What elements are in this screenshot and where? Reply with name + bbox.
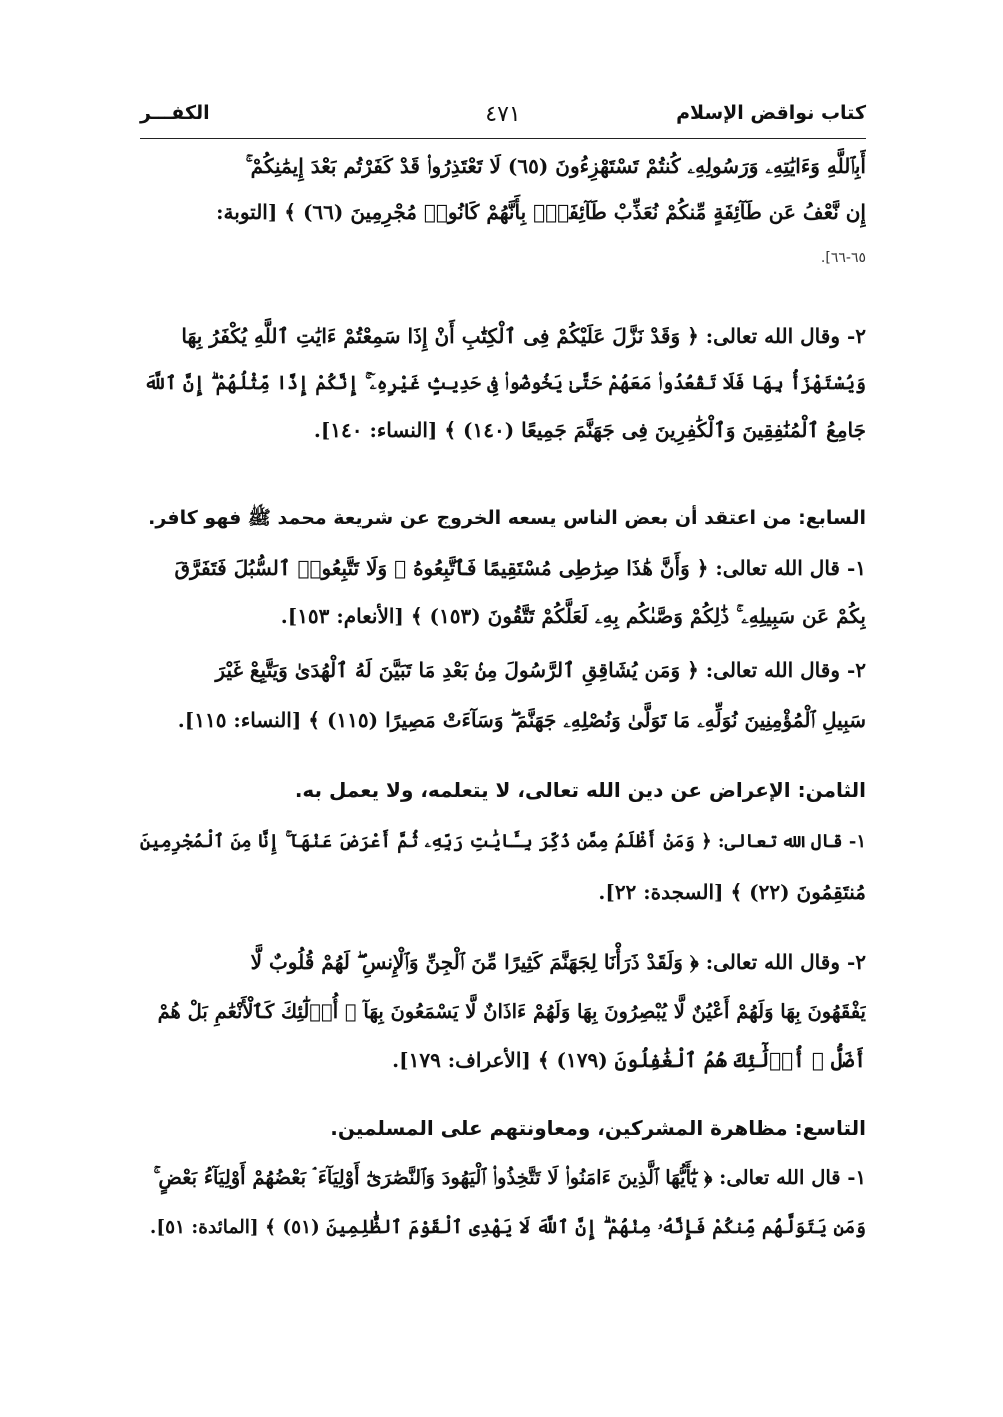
page-header: [140, 98, 866, 139]
section-heading: الثامن: الإعراض عن دين الله تعالى، لا يتعلمه، ولا يعمل به.: [294, 778, 866, 802]
text-line: بِكُمْ عَن سَبِيلِهِۦ ۚ ذَٰلِكُمْ وَصَّىٰكُم بِهِۦ لَعَلَّكُمْ تَتَّقُونَ (١٥٣) ﴾ [الأنعام: ١٥٣].: [280, 604, 866, 628]
section-heading: السابع: من اعتقد أن بعض الناس يسعه الخروج عن شريعة محمد ﷺ فهو كافر.: [148, 507, 866, 529]
text-line: مُنتَقِمُونَ (٢٢) ﴾ [السجدة: ٢٢].: [598, 880, 866, 904]
text-line: ١- قال الله تعالى: ﴿ وَمَنْ أَظْلَمُ مِمَّن ذُكِّرَ بِـَٔايَٰتِ رَبِّهِۦ ثُمَّ أَعْرَضَ عَنْهَآ ۚ إِنَّا مِنَ ٱلْمُجْرِمِينَ: [140, 831, 866, 852]
chapter-title: الكفـــر: [140, 102, 210, 124]
text-line: ١- قال الله تعالى: ﴿ وَأَنَّ هَٰذَا صِرَٰطِى مُسْتَقِيمًا فَٱتَّبِعُوهُ ۖ وَلَا تَتَّبِعُوا۟ ٱلسُّبُلَ فَتَفَرَّقَ: [174, 556, 866, 580]
text-line: ٢- وقال الله تعالى: ﴿ وَقَدْ نَزَّلَ عَلَيْكُمْ فِى ٱلْكِتَٰبِ أَنْ إِذَا سَمِعْتُمْ ءَايَٰتِ ٱللَّهِ يُكْفَرُ بِهَا: [181, 324, 866, 348]
page-number: ٤٧١: [485, 102, 521, 127]
text-line: ٢- وقال الله تعالى: ﴿ وَمَن يُشَاقِقِ ٱلرَّسُولَ مِنۢ بَعْدِ مَا تَبَيَّنَ لَهُ ٱلْهُدَىٰ وَيَتَّبِعْ غَيْرَ: [215, 658, 866, 682]
book-title: كتاب نواقض الإسلام: [676, 102, 866, 124]
text-line: أَبِٱللَّهِ وَءَايَٰتِهِۦ وَرَسُولِهِۦ كُنتُمْ تَسْتَهْزِءُونَ (٦٥) لَا تَعْتَذِرُوا۟ قَدْ كَفَرْتُم بَعْدَ إِيمَٰنِكُمْ ۚ: [245, 154, 866, 178]
text-line: يَفْقَهُونَ بِهَا وَلَهُمْ أَعْيُنٌ لَّا يُبْصِرُونَ بِهَا وَلَهُمْ ءَاذَانٌ لَّا يَسْمَعُونَ بِهَآ ۚ أُو۟لَٰٓئِكَ كَٱلْأَنْعَٰمِ بَلْ هُمْ: [157, 1000, 866, 1023]
text-line: وَيُسْتَهْزَأُ بِهَا فَلَا تَقْعُدُوا۟ مَعَهُمْ حَتَّىٰ يَخُوضُوا۟ فِى حَدِيثٍ غَيْرِهِۦٓ ۚ إِنَّكُمْ إِذًا مِّثْلُهُمْ ۗ إِنَّ ٱللَّهَ: [144, 373, 866, 394]
text-line: جَامِعُ ٱلْمُنَٰفِقِينَ وَٱلْكَٰفِرِينَ فِى جَهَنَّمَ جَمِيعًا (١٤٠) ﴾ [النساء: ١٤٠].: [313, 418, 866, 442]
section-heading: التاسع: مظاهرة المشركين، ومعاونتهم على المسلمين.: [330, 1116, 866, 1140]
text-line: ٢- وقال الله تعالى: ﴿ وَلَقَدْ ذَرَأْنَا لِجَهَنَّمَ كَثِيرًا مِّنَ ٱلْجِنِّ وَٱلْإِنسِ ۖ لَهُمْ قُلُوبٌ لَّا: [250, 950, 866, 974]
text-line: أَضَلُّ ۚ أُو۟لَٰٓئِكَ هُمُ ٱلْغَٰفِلُونَ (١٧٩) ﴾ [الأعراف: ١٧٩].: [392, 1048, 866, 1072]
text-line: إِن نَّعْفُ عَن طَآئِفَةٍ مِّنكُمْ نُعَذِّبْ طَآئِفَةًۢ بِأَنَّهُمْ كَانُوا۟ مُجْرِمِينَ (٦٦) ﴾ [التوبة:: [216, 200, 866, 224]
text-line: وَمَن يَتَوَلَّهُم مِّنكُمْ فَإِنَّهُۥ مِنْهُمْ ۗ إِنَّ ٱللَّهَ لَا يَهْدِى ٱلْقَوْمَ ٱلظَّٰلِمِينَ (٥١) ﴾ [المائدة: ٥١].: [149, 1217, 866, 1238]
text-line: ٦٥-٦٦].: [820, 250, 866, 266]
text-line: ١- قال الله تعالى: ﴿ يَٰٓأَيُّهَا ٱلَّذِينَ ءَامَنُوا۟ لَا تَتَّخِذُوا۟ ٱلْيَهُودَ وَٱلنَّصَٰرَىٰٓ أَوْلِيَآءَ ۘ بَعْضُهُمْ أَوْلِيَآءُ بَعْضٍ ۚ: [153, 1166, 866, 1189]
text-line: سَبِيلِ ٱلْمُؤْمِنِينَ نُوَلِّهِۦ مَا تَوَلَّىٰ وَنُصْلِهِۦ جَهَنَّمَ ۖ وَسَآءَتْ مَصِيرًا (١١٥) ﴾ [النساء: ١١٥].: [177, 708, 866, 732]
